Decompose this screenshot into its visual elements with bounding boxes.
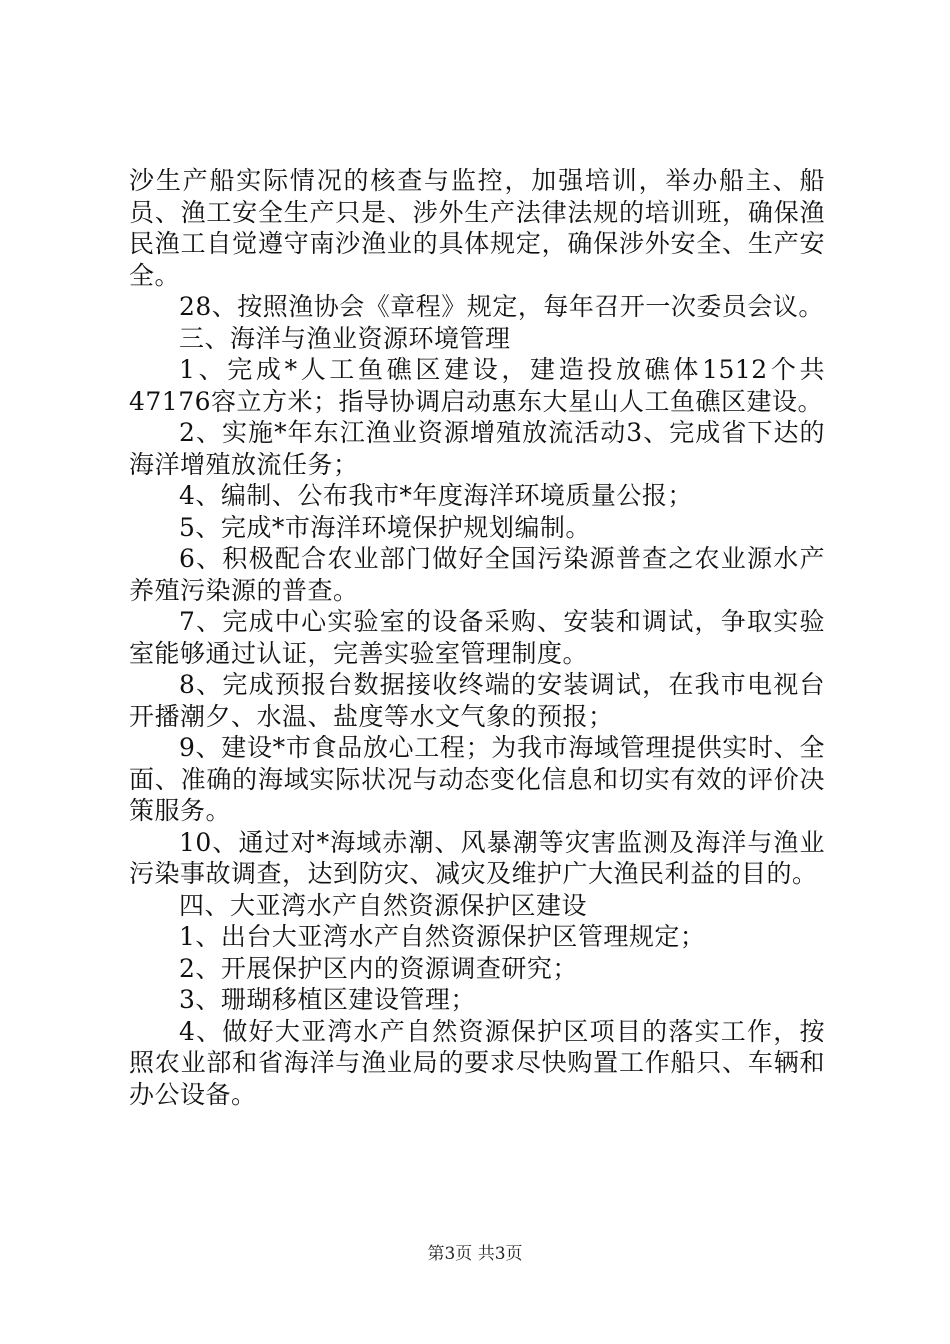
paragraph: 6、积极配合农业部门做好全国污染源普查之农业源水产养殖污染源的普查。	[129, 544, 825, 605]
page-number-footer: 第3页 共3页	[427, 1244, 523, 1264]
paragraph: 沙生产船实际情况的核查与监控，加强培训，举办船主、船员、渔工安全生产只是、涉外生产法律法规的培训班，确保渔民渔工自觉遵守南沙渔业的具体规定，确保涉外安全、生产安全。	[129, 166, 825, 290]
paragraph: 8、完成预报台数据接收终端的安装调试，在我市电视台开播潮夕、水温、盐度等水文气象的预报；	[129, 670, 825, 731]
paragraph: 2、开展保护区内的资源调查研究；	[179, 953, 578, 983]
paragraph: 4、编制、公布我市*年度海洋环境质量公报；	[179, 481, 693, 510]
section-heading: 三、海洋与渔业资源环境管理	[179, 323, 511, 353]
paragraph: 10、通过对*海域赤潮、风暴潮等灾害监测及海洋与渔业污染事故调查，达到防灾、减灾及维护广大渔民利益的目的。	[129, 827, 825, 888]
paragraph: 5、完成*市海洋环境保护规划编制。	[179, 512, 591, 542]
paragraph: 1、出台大亚湾水产自然资源保护区管理规定；	[179, 922, 706, 951]
section-heading: 四、大亚湾水产自然资源保护区建设	[179, 890, 588, 920]
paragraph: 1、完成*人工鱼礁区建设，建造投放礁体1512个共47176容立方米；指导协调启动惠东大星山人工鱼礁区建设。	[129, 355, 825, 416]
paragraph: 3、珊瑚移植区建设管理；	[179, 985, 476, 1014]
paragraph: 9、建设*市食品放心工程；为我市海域管理提供实时、全面、准确的海域实际状况与动态变化信息和切实有效的评价决策服务。	[129, 733, 825, 825]
paragraph: 28、按照渔协会《章程》规定，每年召开一次委员会议。	[179, 292, 824, 321]
paragraph: 7、完成中心实验室的设备采购、安装和调试，争取实验室能够通过认证，完善实验室管理制度。	[129, 607, 825, 668]
paragraph: 2、实施*年东江渔业资源增殖放流活动3、完成省下达的海洋增殖放流任务；	[129, 418, 825, 479]
paragraph: 4、做好大亚湾水产自然资源保护区项目的落实工作，按照农业部和省海洋与渔业局的要求尽快购置工作船只、车辆和办公设备。	[129, 1016, 825, 1109]
document-body	[129, 165, 825, 1110]
